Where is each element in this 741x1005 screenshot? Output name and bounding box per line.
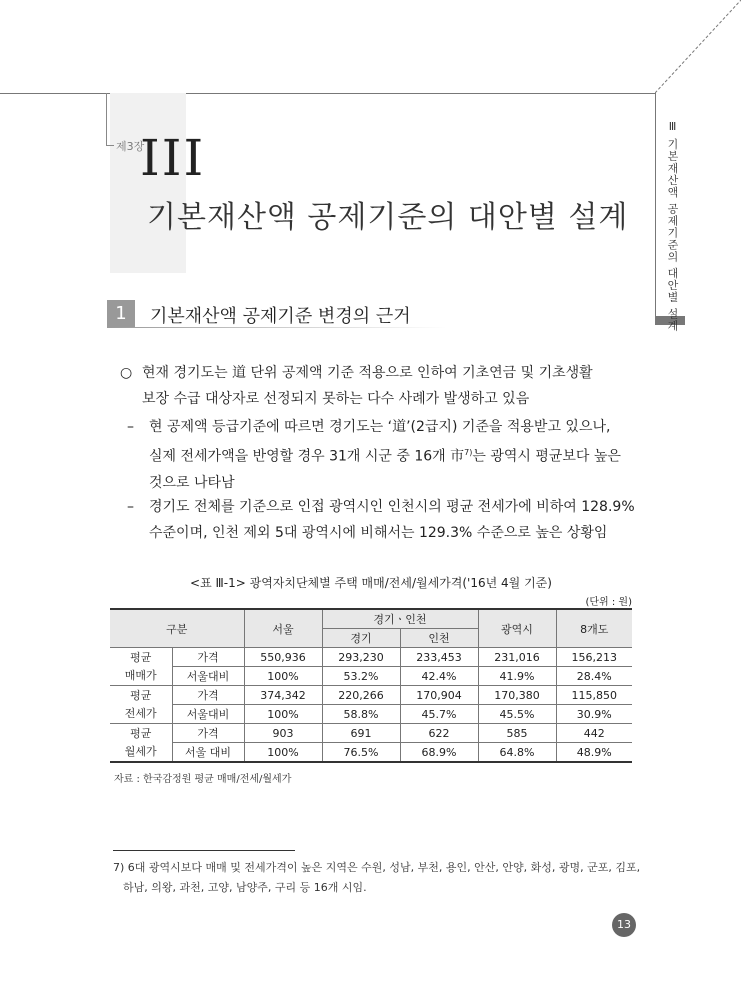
table-cell: 68.9%: [400, 743, 478, 763]
table-cell: 550,936: [244, 648, 322, 667]
page-number: 13: [612, 913, 636, 937]
paragraph-1: [120, 360, 640, 412]
table-cell: 156,213: [556, 648, 632, 667]
table-cell: 45.7%: [400, 705, 478, 724]
group-name-line-1: 평균: [130, 688, 152, 702]
paragraph-2-line-1: 현 공제액 등급기준에 따르면 경기도는 ‘道’(2급지) 기준을 적용받고 있으나,: [149, 419, 611, 435]
table-cell: 30.9%: [556, 705, 632, 724]
table-row: [110, 705, 632, 724]
table-row: [110, 648, 632, 667]
table-cell: 233,453: [400, 648, 478, 667]
table-source: 자료 : 한국감정원 평균 매매/전세/월세가: [114, 774, 292, 785]
table-cell: 41.9%: [478, 667, 556, 686]
paragraph-3: [127, 494, 639, 546]
chapter-title: 기본재산액 공제기준의 대안별 설계: [147, 200, 629, 235]
group-name-line-2: 전세가: [124, 706, 157, 720]
bullet-dash: –: [127, 499, 134, 515]
table-cell: 42.4%: [400, 667, 478, 686]
header-eight-provinces: 8개도: [556, 609, 632, 648]
header-incheon: 인천: [400, 629, 478, 648]
paragraph-3-line-1: 경기도 전체를 기준으로 인접 광역시인 인천시의 평균 전세가에 비하여 128.9%: [149, 499, 635, 515]
footnote: [113, 858, 643, 898]
section-title: 기본재산액 공제기준 변경의 근거: [150, 306, 411, 327]
chapter-number: III: [140, 129, 206, 187]
header-gyeonggi: 경기: [322, 629, 400, 648]
group-name-line-1: 평균: [130, 650, 152, 664]
group-name: [110, 648, 172, 686]
table-unit: (단위 : 원): [585, 597, 632, 608]
row-label: 가격: [172, 648, 244, 667]
bullet-circle: ○: [120, 365, 133, 381]
section-underline: [107, 327, 447, 328]
table-cell: 585: [478, 724, 556, 743]
row-label: 서울 대비: [172, 743, 244, 763]
group-name-line-2: 매매가: [124, 668, 157, 682]
paragraph-1-line-1: 현재 경기도는 道 단위 공제액 기준 적용으로 인하여 기초연금 및 기초생활: [142, 365, 593, 381]
table-cell: 374,342: [244, 686, 322, 705]
table-cell: 691: [322, 724, 400, 743]
header-metro: 광역시: [478, 609, 556, 648]
table-cell: 442: [556, 724, 632, 743]
table-cell: 293,230: [322, 648, 400, 667]
table-cell: 53.2%: [322, 667, 400, 686]
table-cell: 100%: [244, 743, 322, 763]
paragraph-3-line-2: 수준이며, 인천 제외 5대 광역시에 비해서는 129.3% 수준으로 높은 상황임: [149, 525, 608, 541]
table-row: [110, 743, 632, 763]
bullet-dash: –: [127, 419, 134, 435]
table-caption: <표 Ⅲ-1> 광역자치단체별 주택 매매/전세/월세가격('16년 4월 기준): [190, 576, 552, 590]
chapter-bracket-tick: [106, 145, 114, 146]
table-cell: 903: [244, 724, 322, 743]
price-table: [110, 608, 632, 763]
group-name-line-2: 월세가: [124, 744, 157, 758]
row-label: 서울대비: [172, 667, 244, 686]
section-number: 1: [107, 300, 135, 328]
footnote-line-2: 하남, 의왕, 과천, 고양, 남양주, 구리 등 16개 시임.: [123, 881, 367, 894]
header-gyeonggi-incheon: 경기ㆍ인천: [322, 609, 478, 629]
group-name-line-1: 평균: [130, 726, 152, 740]
paragraph-1-line-2: 보장 수급 대상자로 선정되지 못하는 다수 사례가 발생하고 있음: [142, 391, 530, 407]
table-cell: 58.8%: [322, 705, 400, 724]
header-seoul: 서울: [244, 609, 322, 648]
table-cell: 64.8%: [478, 743, 556, 763]
group-name: [110, 686, 172, 724]
chapter-label: 제3장: [116, 140, 145, 153]
table-cell: 622: [400, 724, 478, 743]
row-label: 서울대비: [172, 705, 244, 724]
side-header-text: Ⅲ 기본재산액 공제기준의 대안별 설계: [666, 120, 679, 332]
footnote-rule: [113, 850, 295, 851]
footnote-line-1: 7) 6대 광역시보다 매매 및 전세가격이 높은 지역은 수원, 성남, 부천, 용인, 안산, 안양, 화성, 광명, 군포, 김포,: [113, 861, 641, 874]
paragraph-2-line-3: 것으로 나타남: [149, 474, 235, 491]
table-cell: 231,016: [478, 648, 556, 667]
paragraph-2-line-2: 실제 전세가액을 반영할 경우 31개 시군 중 16개 市$^{7)}$는 광역시 평균보다 높은: [149, 448, 621, 465]
paragraph-2: [127, 414, 639, 496]
table-cell: 76.5%: [322, 743, 400, 763]
table-row: [110, 686, 632, 705]
corner-diagonal-line: [655, 0, 741, 93]
table-cell: 170,380: [478, 686, 556, 705]
table-row: [110, 667, 632, 686]
header-category: 구분: [110, 609, 244, 648]
row-label: 가격: [172, 686, 244, 705]
table-cell: 170,904: [400, 686, 478, 705]
chapter-bracket-line: [106, 93, 107, 145]
header-rule: [0, 93, 655, 94]
group-name: [110, 724, 172, 763]
table-cell: 100%: [244, 705, 322, 724]
table-cell: 220,266: [322, 686, 400, 705]
table-row: [110, 724, 632, 743]
table-cell: 100%: [244, 667, 322, 686]
side-header-rule: [655, 93, 656, 325]
table-cell: 48.9%: [556, 743, 632, 763]
row-label: 가격: [172, 724, 244, 743]
table-cell: 28.4%: [556, 667, 632, 686]
table-cell: 45.5%: [478, 705, 556, 724]
table-cell: 115,850: [556, 686, 632, 705]
footnote-ref[interactable]: 7): [464, 448, 473, 457]
